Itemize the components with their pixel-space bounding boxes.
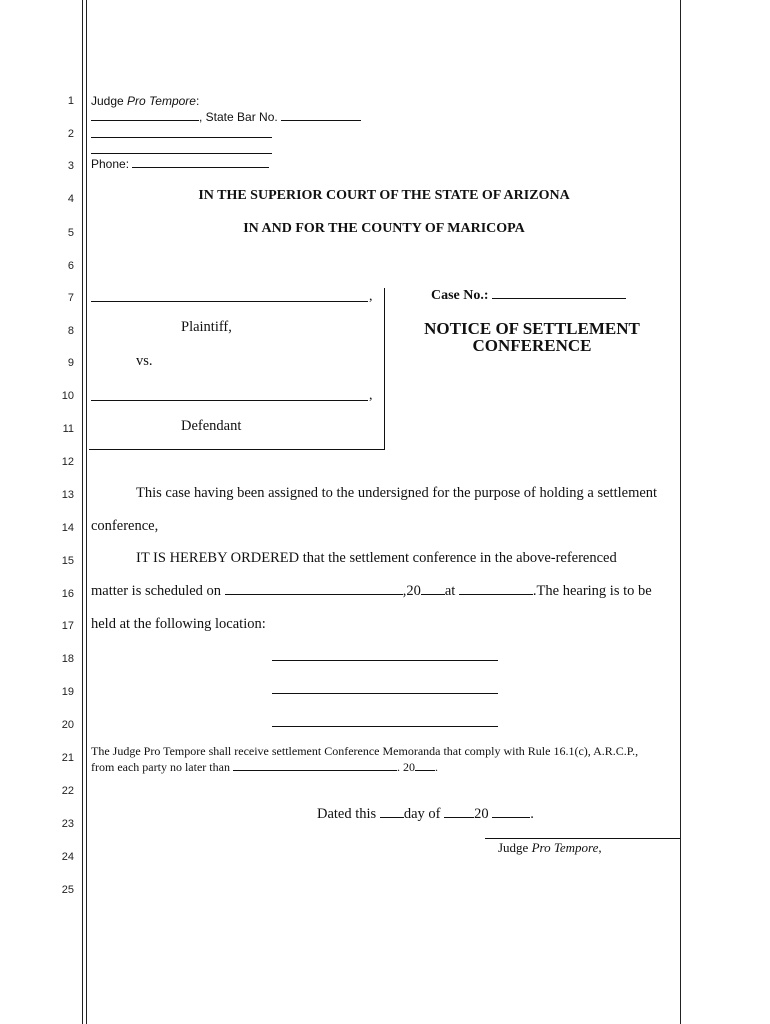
line-number: 17: [61, 620, 74, 632]
signature-label: [498, 840, 602, 856]
schedule-line: [91, 583, 652, 600]
state-bar-label: , State Bar No.: [199, 110, 278, 124]
paragraph1-line2: conference,: [91, 518, 159, 534]
line-number: 22: [61, 785, 74, 797]
left-margin-rule-inner: [86, 0, 87, 1024]
line-number: 21: [61, 752, 74, 764]
line-number: 20: [61, 719, 74, 731]
paragraph2-line1: IT IS HEREBY ORDERED that the settlement conference in the above-referenced: [136, 550, 617, 566]
signature-judge-end: ,: [598, 840, 602, 855]
dated-day-field[interactable]: [380, 806, 404, 818]
vs-label: vs.: [136, 353, 153, 369]
schedule-prefix: matter is scheduled on: [91, 583, 222, 599]
line-number: 24: [61, 851, 74, 863]
address-line-1[interactable]: [91, 137, 272, 138]
defendant-label: Defendant: [181, 418, 242, 434]
line-number: 13: [61, 489, 74, 501]
line-number: 25: [61, 884, 74, 896]
dated-year: 20: [474, 806, 489, 822]
judge-label: Judge: [91, 94, 124, 108]
schedule-year-label: ,20: [402, 583, 421, 599]
signature-judge-label: Judge: [498, 840, 529, 855]
plaintiff-comma: ,: [369, 289, 373, 304]
caption-box-bottom: [89, 449, 385, 450]
paragraph1-line1: This case having been assigned to the undersigned for the purpose of holding a settlement: [136, 485, 658, 501]
schedule-date-field[interactable]: [225, 583, 403, 595]
line-number: 2: [67, 128, 74, 140]
judge-colon: :: [195, 94, 200, 108]
memo-line1: The Judge Pro Tempore shall receive settlement Conference Memoranda that comply with Rule 16.1(c), A.R.C.P.,: [91, 744, 639, 758]
memo-year-label: . 20: [396, 760, 415, 774]
memo-year-field[interactable]: [415, 760, 435, 771]
case-number-field[interactable]: [492, 287, 626, 299]
judge-name-field[interactable]: [91, 109, 199, 121]
location-line-1[interactable]: [272, 660, 498, 661]
state-bar-line: [91, 109, 361, 124]
location-line-3[interactable]: [272, 726, 498, 727]
line-number: 19: [61, 686, 74, 698]
line-number: 14: [61, 522, 74, 534]
line-number: 1: [67, 95, 74, 107]
schedule-at-label: at: [444, 583, 456, 599]
signature-line[interactable]: [485, 838, 680, 839]
line-number: 8: [67, 325, 74, 337]
line-number: 4: [67, 193, 74, 205]
address-line-2[interactable]: [91, 153, 272, 154]
schedule-suffix: .The hearing is to be: [532, 583, 652, 599]
line-number: 7: [67, 292, 74, 304]
phone-field[interactable]: [132, 156, 269, 168]
line-number: 15: [61, 555, 74, 567]
phone-label: Phone:: [91, 157, 130, 171]
judge-title: Pro Tempore: [127, 94, 196, 108]
right-margin-rule: [680, 0, 681, 1024]
case-number-line: [431, 287, 626, 304]
line-number: 10: [61, 390, 74, 402]
plaintiff-label: Plaintiff,: [181, 319, 232, 335]
caption-box-right: [384, 288, 385, 450]
dated-end: .: [530, 806, 534, 822]
location-line-2[interactable]: [272, 693, 498, 694]
court-title-line1: IN THE SUPERIOR COURT OF THE STATE OF ARIZONA: [198, 188, 570, 203]
signature-judge-title: Pro Tempore: [531, 840, 599, 855]
line-number: 18: [61, 653, 74, 665]
schedule-year-field[interactable]: [421, 583, 445, 595]
memo-line2: [91, 760, 438, 775]
dated-line: [317, 806, 534, 823]
line-number: 12: [61, 456, 74, 468]
phone-line: [91, 156, 269, 171]
judge-header-line: [91, 94, 199, 108]
paragraph2-line3: held at the following location:: [91, 616, 266, 632]
dated-year-field[interactable]: [492, 806, 530, 818]
court-title-line2: IN AND FOR THE COUNTY OF MARICOPA: [243, 221, 525, 236]
dated-month-field[interactable]: [444, 806, 474, 818]
memo-end: .: [434, 760, 438, 774]
schedule-time-field[interactable]: [459, 583, 533, 595]
state-bar-number-field[interactable]: [281, 109, 361, 121]
memo-deadline-prefix: from each party no later than: [91, 760, 230, 774]
memo-deadline-field[interactable]: [233, 760, 397, 771]
document-title-line2: CONFERENCE: [472, 336, 592, 355]
defendant-comma: ,: [369, 388, 373, 403]
line-number: 5: [67, 227, 74, 239]
left-margin-rule-outer: [82, 0, 83, 1024]
line-number: 6: [67, 260, 74, 272]
line-number: 11: [62, 423, 74, 435]
dated-prefix: Dated this: [317, 806, 377, 822]
case-number-label: Case No.:: [431, 288, 489, 303]
document-title-line1: NOTICE OF SETTLEMENT: [424, 319, 640, 338]
line-number: 23: [61, 818, 74, 830]
defendant-name-line[interactable]: [91, 400, 368, 401]
line-number: 16: [61, 588, 74, 600]
line-number: 9: [67, 357, 74, 369]
line-number: 3: [67, 160, 74, 172]
dated-day-of: day of: [403, 806, 441, 822]
plaintiff-name-line[interactable]: [91, 301, 368, 302]
